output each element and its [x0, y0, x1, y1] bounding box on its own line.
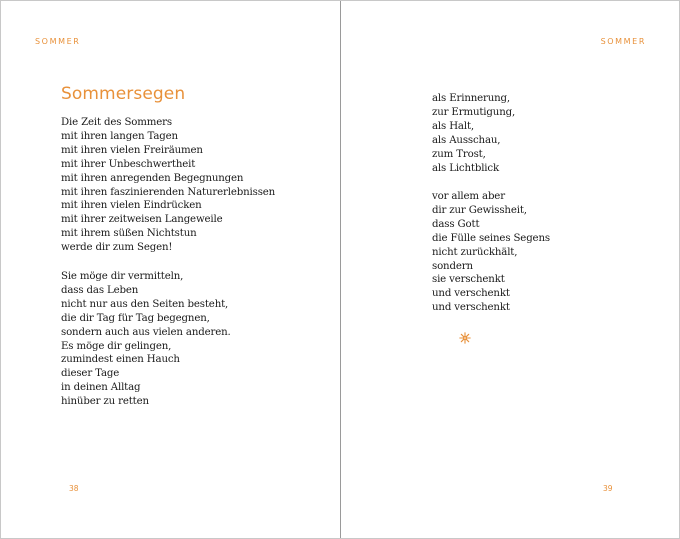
poem-line: mit ihren vielen Eindrücken [61, 200, 202, 212]
poem-line: Die Zeit des Sommers [61, 117, 172, 128]
poem-line: dass Gott [432, 218, 480, 230]
poem-line: mit ihrem süßen Nichtstun [61, 228, 197, 240]
poem-line: die Fülle seines Segens [432, 232, 550, 244]
page-number: 39 [603, 484, 613, 493]
stanza [61, 116, 275, 255]
poem-line: sie verschenkt [432, 274, 505, 286]
running-head: SOMMER [35, 37, 81, 46]
poem-line: dir zur Gewissheit, [432, 204, 527, 216]
poem-line: vor allem aber [432, 191, 505, 202]
poem-line: mit ihren langen Tagen [61, 130, 178, 142]
running-head: SOMMER [600, 37, 646, 46]
poem-line: nicht nur aus den Seiten besteht, [61, 298, 229, 310]
poem-line: mit ihrer zeitweisen Langeweile [61, 214, 223, 226]
poem-line: hinüber zu retten [61, 396, 149, 408]
poem-line: dieser Tage [61, 368, 120, 380]
poem-line: mit ihren vielen Freiräumen [61, 144, 203, 156]
flower-ornament-icon [459, 332, 471, 346]
poem-line: als Erinnerung, [432, 93, 511, 104]
left-page [1, 1, 340, 538]
poem-line: mit ihren faszinierenden Naturerlebnissen [61, 186, 276, 198]
poem-line: mit ihren anregenden Begegnungen [61, 172, 244, 184]
poem-line: zum Trost, [432, 148, 486, 160]
stanza [61, 270, 231, 409]
stanza [432, 92, 515, 175]
poem-title: Sommersegen [61, 84, 186, 104]
poem-line: Sie möge dir vermitteln, [61, 271, 184, 282]
poem-line: nicht zurückhält, [432, 246, 518, 258]
poem-line: dass das Leben [61, 284, 139, 296]
poem-line: mit ihrer Unbeschwertheit [61, 158, 196, 170]
poem-line: die dir Tag für Tag begegnen, [61, 312, 210, 324]
poem-line: sondern [432, 260, 473, 272]
poem-line: zur Ermutigung, [432, 106, 516, 118]
poem-line: und verschenkt [432, 302, 510, 314]
poem-line: als Halt, [432, 120, 474, 132]
poem-line: zumindest einen Hauch [61, 354, 180, 366]
poem-line: als Lichtblick [432, 162, 499, 174]
poem-line: in deinen Alltag [61, 382, 141, 394]
poem-line: als Ausschau, [432, 134, 501, 146]
poem-line: Es möge dir gelingen, [61, 340, 172, 352]
page-number: 38 [69, 484, 79, 493]
stanza [432, 190, 550, 315]
poem-line: werde dir zum Segen! [61, 242, 173, 254]
poem-line: sondern auch aus vielen anderen. [61, 326, 231, 338]
poem-line: und verschenkt [432, 288, 510, 300]
right-page [341, 1, 680, 538]
